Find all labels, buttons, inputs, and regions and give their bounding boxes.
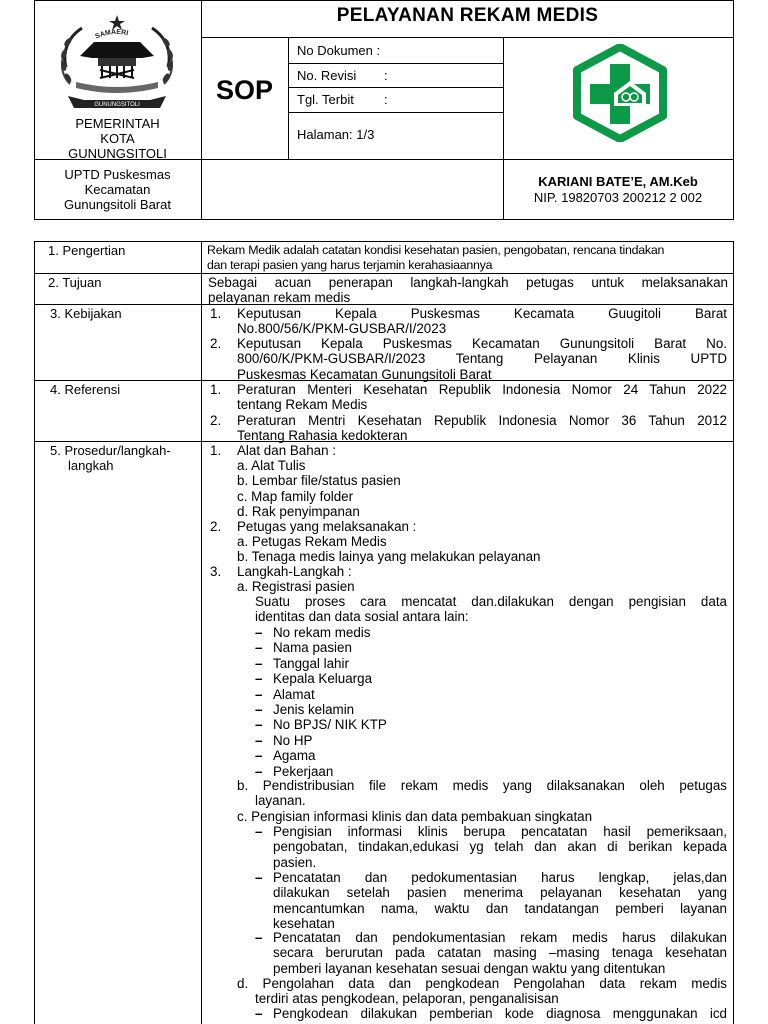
referensi-num-1: 1.: [210, 382, 222, 397]
field-halaman: Halaman: 1/3: [297, 127, 375, 142]
text-line: 800/60/K/PKM-GUSBAR/I/2023 Tentang Pelayanan Klinis UPTD: [237, 351, 727, 367]
government-caption: [34, 116, 201, 161]
sop-label: SOP: [215, 75, 274, 105]
list-item: c. Map family folder: [237, 488, 354, 504]
text-line: Peraturan Mentri Kesehatan Republik Indonesia Nomor 36 Tahun 2012: [237, 413, 727, 428]
step-c-item-3: [273, 930, 727, 976]
list-item: – Nama pasien: [273, 640, 387, 655]
list-item: a. Petugas Rekam Medis: [237, 534, 387, 549]
list-item: b. Tenaga medis lainya yang melakukan pelayanan: [237, 549, 541, 565]
list-item: – Kepala Keluarga: [273, 671, 387, 686]
step-c-title: c. Pengisian informasi klinis dan data pembakuan singkatan: [237, 809, 593, 824]
pengertian-text: [207, 243, 727, 274]
caption-line-3: GUNUNGSITOLI: [68, 146, 167, 161]
prosedur-num-1: 1.: [210, 443, 222, 458]
prosedur-num-3: 3.: [210, 564, 222, 579]
list-item: – No HP: [273, 733, 387, 748]
signer-name: KARIANI BATE’E, AM.Keb: [538, 174, 698, 189]
text-line: kesehatan: [273, 916, 335, 932]
text-line: Tentang Rahasia kedokteran: [237, 428, 408, 444]
step-b: [237, 778, 727, 809]
signer-nip: NIP. 19820703 200212 2 002: [533, 190, 703, 205]
text-line: – Pencatatan dan pendokumentasian rekam medis harus dilakukan: [273, 930, 727, 945]
kebijakan-item-2: [237, 336, 727, 382]
prosedur-step-2-title: Petugas yang melaksanakan :: [237, 519, 417, 534]
text-line: – Pengkodean dilakukan pemberian kode diagnosa menggunakan icd: [273, 1006, 727, 1021]
list-item: – Jenis kelamin: [273, 702, 387, 717]
caption-line-2: KOTA: [100, 131, 135, 146]
field-tgl-terbit-colon: :: [384, 92, 388, 107]
text-line: Peraturan Menteri Kesehatan Republik Indonesia Nomor 24 Tahun 2022: [237, 382, 727, 397]
list-item: – No rekam medis: [273, 625, 387, 640]
field-no-dokumen: No Dokumen :: [297, 43, 381, 58]
text-line: – Pencatatan dan pedokumentasian harus lengkap, jelas,dan: [273, 870, 727, 885]
step-d-item-1: [273, 1006, 727, 1021]
list-item: a. Alat Tulis: [237, 458, 306, 473]
referensi-item-1: [237, 382, 727, 413]
text-line: pengobatan, tindakan,edukasi yg telah dan akan di berikan kepada: [273, 839, 727, 855]
text-line: No.800/56/K/PKM-GUSBAR/I/2023: [237, 321, 447, 337]
emblem-ribbon-text: GUNUNGSITOLI: [94, 102, 140, 108]
label-prosedur: [50, 443, 171, 474]
label-line: 5. Prosedur/langkah-: [50, 443, 171, 458]
list-item: b. Lembar file/status pasien: [237, 473, 401, 489]
field-no-revisi-colon: :: [384, 68, 388, 83]
unit-line-1: UPTD Puskesmas: [64, 167, 171, 182]
text-line: d. Pengolahan data dan pengkodean Pengolahan data rekam medis: [237, 976, 727, 991]
text-line: terdiri atas pengkodean, pelaporan, penganalisisan: [255, 991, 559, 1007]
label-tujuan: 2. Tujuan: [48, 275, 102, 290]
step-a-title: a. Registrasi pasien: [237, 579, 355, 594]
list-item: – Tanggal lahir: [273, 656, 387, 671]
field-tgl-terbit: Tgl. Terbit: [297, 92, 354, 107]
text-line: secara berurutan pada catatan masing –masing tenaga kesehatan: [273, 945, 727, 961]
unit-line-3: Gunungsitoli Barat: [64, 197, 171, 212]
text-line: mencantumkan nama, waktu dan tandatangan pemberi layanan: [273, 900, 727, 916]
list-item: d. Rak penyimpanan: [237, 504, 360, 520]
label-referensi: 4. Referensi: [50, 382, 121, 397]
prosedur-step-3-title: Langkah-Langkah :: [237, 564, 352, 579]
referensi-num-2: 2.: [210, 413, 222, 428]
registration-data-list: [273, 625, 387, 779]
caption-line-1: PEMERINTAH: [75, 116, 160, 131]
step-a-description: [255, 594, 727, 625]
label-kebijakan: 3. Kebijakan: [50, 306, 122, 321]
kebijakan-num-1: 1.: [210, 306, 222, 321]
label-line: langkah: [68, 458, 114, 474]
field-no-revisi: No. Revisi: [297, 68, 357, 83]
step-c-item-1: [273, 824, 727, 870]
prosedur-num-2: 2.: [210, 519, 222, 534]
prosedur-step-1-title: Alat dan Bahan :: [237, 443, 337, 458]
text-line: b. Pendistribusian file rekam medis yang dilaksanakan oleh petugas: [237, 778, 727, 793]
gunungsitoli-emblem-logo: [54, 12, 180, 112]
text-line: pemberi layanan kesehatan sesuai dengan waktu yang ditentukan: [273, 960, 666, 976]
text-line: Keputusan Kepala Puskesmas Kecamatan Gunungsitoli Barat No.: [237, 336, 727, 351]
kebijakan-num-2: 2.: [210, 336, 222, 351]
unit-name: [34, 167, 201, 212]
step-c-item-2: [273, 870, 727, 932]
text-line: Suatu proses cara mencatat dan.dilakukan dengan pengisian data: [255, 594, 727, 609]
petugas-list: [237, 534, 540, 565]
emblem-arc-text: SAMAERI: [94, 28, 129, 41]
kebijakan-item-1: [237, 306, 727, 337]
text-line: Sebagai acuan penerapan langkah-langkah petugas untuk melaksanakan: [208, 275, 728, 290]
text-line: tentang Rekam Medis: [237, 397, 368, 413]
step-d: [237, 976, 727, 1007]
alat-bahan-list: [237, 458, 401, 520]
text-line: layanan.: [255, 793, 306, 809]
unit-line-2: Kecamatan: [84, 182, 151, 197]
document-title: PELAYANAN REKAM MEDIS: [336, 5, 599, 26]
svg-text:SAMAERI: [94, 29, 129, 41]
referensi-item-2: [237, 413, 727, 444]
text-line: identitas dan data sosial antara lain:: [255, 609, 469, 625]
list-item: – Pekerjaan: [273, 764, 387, 779]
text-line: Keputusan Kepala Puskesmas Kecamata Guugitoli Barat: [237, 306, 727, 321]
puskesmas-logo: [570, 44, 670, 142]
label-pengertian: 1. Pengertian: [48, 243, 126, 258]
text-line: – Pengisian informasi klinis berupa pencatatan hasil pemeriksaan,: [273, 824, 727, 839]
text-line: pelayanan rekam medis: [208, 290, 351, 306]
list-item: – Agama: [273, 748, 387, 763]
text-line: dilakukan setelah pasien menerima pelayanan kesehatan yang: [273, 885, 727, 901]
text-line: pasien.: [273, 854, 317, 870]
text-line: Puskesmas Kecamatan Gunungsitoli Barat: [237, 366, 492, 382]
text-line: dan terapi pasien yang harus terjamin kerahasiaannya: [207, 258, 493, 273]
tujuan-text: [208, 275, 728, 306]
text-line: Rekam Medik adalah catatan kondisi kesehatan pasien, pengobatan, rencana tindakan: [207, 243, 665, 257]
list-item: – No BPJS/ NIK KTP: [273, 717, 387, 732]
list-item: – Alamat: [273, 687, 387, 702]
